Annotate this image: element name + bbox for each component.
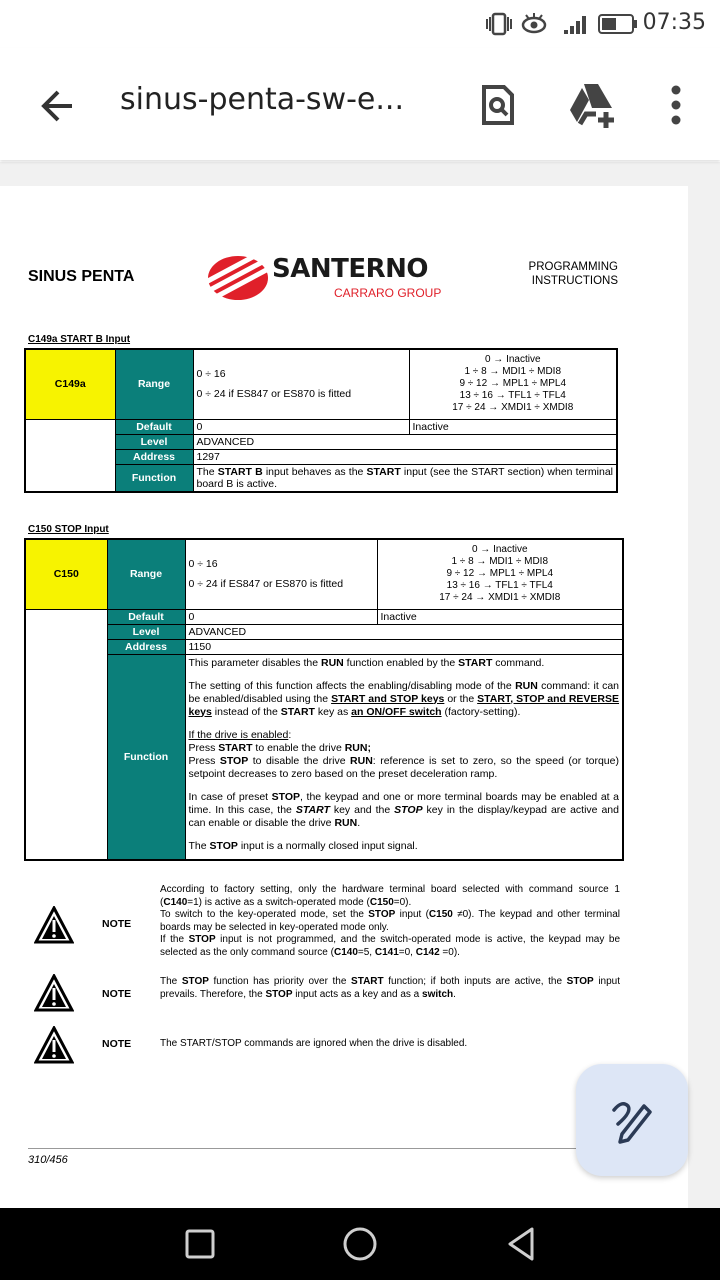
signal-icon (562, 12, 592, 36)
warning-icon (34, 1026, 74, 1064)
function-para-1: This parameter disables the RUN function enabled by the START command. (188, 656, 545, 669)
section-title-c150: C150 STOP Input (28, 524, 109, 535)
range-values (185, 539, 377, 609)
note-label: NOTE (102, 988, 132, 1000)
value-line: 13 ÷ 16 → TFL1 ÷ TFL4 (446, 580, 553, 592)
note-line: If the STOP input is not programmed, and the switch-operated mode is active, the keypad may be selected as the only command source (C140=5, C141=0, C142 =0). (160, 934, 621, 958)
warning-icon (34, 906, 74, 944)
back-arrow-icon[interactable] (36, 86, 76, 126)
range-2: 0 ÷ 24 if ES847 or ES870 is fitted (188, 578, 344, 591)
header-line-2: INSTRUCTIONS (531, 275, 618, 287)
function-text: The START B input behaves as the START input (see the START section) when terminal board B is active. (193, 464, 617, 492)
default-desc: Inactive (409, 419, 617, 434)
param-code: C149a (25, 349, 115, 419)
header-line-1: PROGRAMMING (528, 261, 618, 273)
clock: 07:35 (642, 10, 706, 35)
pdf-viewer[interactable] (0, 162, 720, 1208)
logo-subtext: CARRARO GROUP (334, 286, 442, 300)
address-label: Address (107, 639, 185, 654)
value-map (377, 539, 623, 609)
note-label: NOTE (102, 918, 132, 930)
value-line: 13 ÷ 16 → TFL1 ÷ TFL4 (459, 390, 566, 402)
note-line: According to factory setting, only the hardware terminal board selected with command source 1 (C140=1) is active as a switch-operated mode (C150=0). (160, 884, 620, 908)
default-label: Default (115, 419, 193, 434)
default-desc: Inactive (377, 609, 623, 624)
range-values (193, 349, 409, 419)
range-1: 0 ÷ 16 (188, 558, 218, 571)
value-line: 0 → Inactive (484, 354, 541, 366)
page-number: 310/456 (28, 1154, 68, 1166)
home-icon[interactable] (342, 1226, 378, 1262)
note-text (160, 884, 620, 959)
level-value: ADVANCED (185, 624, 623, 639)
level-value: ADVANCED (193, 434, 617, 449)
function-text (185, 654, 623, 860)
find-in-page-icon[interactable] (474, 82, 520, 128)
section-title-c149a: C149a START B Input (28, 334, 131, 345)
santerno-mark-icon (206, 250, 276, 306)
value-line: 17 ÷ 24 → XMDI1 ÷ XMDI8 (439, 592, 561, 604)
level-label: Level (115, 434, 193, 449)
function-label: Function (115, 464, 193, 492)
function-label: Function (107, 654, 185, 860)
value-line: 0 → Inactive (471, 544, 528, 556)
value-line: 17 ÷ 24 → XMDI1 ÷ XMDI8 (452, 402, 574, 414)
pdf-page (0, 186, 688, 1208)
default-label: Default (107, 609, 185, 624)
annotate-pen-icon (608, 1096, 656, 1144)
default-value: 0 (193, 419, 409, 434)
address-value: 1150 (185, 639, 623, 654)
param-code: C150 (25, 539, 107, 609)
value-line: 1 ÷ 8 → MDI1 ÷ MDI8 (451, 556, 549, 568)
note-label: NOTE (102, 1038, 132, 1050)
address-label: Address (115, 449, 193, 464)
nav-back-icon[interactable] (504, 1226, 538, 1262)
range-1: 0 ÷ 16 (196, 368, 226, 381)
value-line: 9 ÷ 12 → MPL1 ÷ MPL4 (446, 568, 554, 580)
warning-icon (34, 974, 74, 1012)
note-1 (28, 884, 648, 970)
level-label: Level (107, 624, 185, 639)
value-map (409, 349, 617, 419)
table-c150 (24, 538, 624, 861)
note-text: The START/STOP commands are ignored when the drive is disabled. (160, 1038, 468, 1049)
system-nav-bar (0, 1208, 720, 1280)
note-line: To switch to the key-operated mode, set the STOP input (C150 ≠0). The keypad and other terminal boards may be selected in key-operated mode only. (160, 909, 621, 933)
app-bar (0, 48, 720, 160)
note-2 (28, 974, 648, 1014)
function-para-4: In case of preset STOP, the keypad and one or more terminal boards may be enabled at a time. In this case, the START key and the STOP key in the display/keypad are active and can enable or disable the drive RUN. (188, 790, 619, 829)
annotate-fab[interactable] (576, 1064, 688, 1176)
eye-icon (520, 12, 548, 36)
value-line: 9 ÷ 12 → MPL1 ÷ MPL4 (459, 378, 567, 390)
status-bar (0, 0, 720, 48)
address-value: 1297 (193, 449, 617, 464)
range-label: Range (107, 539, 185, 609)
function-para-5: The STOP input is a normally closed input signal. (188, 839, 418, 852)
function-para-3: If the drive is enabled: Press START to enable the drive RUN; Press STOP to disable the drive RUN: reference is set to zero, so the speed (or torque) setpoint decreases to zero based on the preset deceleration ramp. (188, 728, 619, 780)
blank-cell (25, 609, 107, 860)
blank-cell (25, 419, 115, 492)
range-2: 0 ÷ 24 if ES847 or ES870 is fitted (196, 388, 352, 401)
recents-icon[interactable] (184, 1228, 216, 1260)
default-value: 0 (185, 609, 377, 624)
table-c149a (24, 348, 618, 493)
santerno-logo (206, 250, 446, 306)
note-3 (28, 1026, 648, 1066)
document-title: sinus-penta-sw-e... (120, 82, 404, 117)
footer-rule (28, 1148, 588, 1149)
battery-icon (598, 14, 638, 34)
function-para-2: The setting of this function affects the enabling/disabling mode of the RUN command: it can be enabled/disabled using the START and STOP keys or the START, STOP and REVERSE keys instead of the START key as an ON/OFF switch (factory-setting). (188, 679, 620, 718)
vibrate-icon (484, 12, 514, 36)
doc-header-right (529, 260, 618, 288)
value-line: 1 ÷ 8 → MDI1 ÷ MDI8 (464, 366, 562, 378)
more-options-icon[interactable] (666, 82, 686, 128)
logo-text: SANTERNO (272, 254, 428, 284)
add-to-drive-icon[interactable] (566, 78, 618, 130)
brand-name: SINUS PENTA (28, 268, 135, 285)
note-text: The STOP function has priority over the START function; if both inputs are active, the STOP input prevails. Therefore, the STOP input acts as a key and as a switch. (160, 976, 621, 1000)
range-label: Range (115, 349, 193, 419)
